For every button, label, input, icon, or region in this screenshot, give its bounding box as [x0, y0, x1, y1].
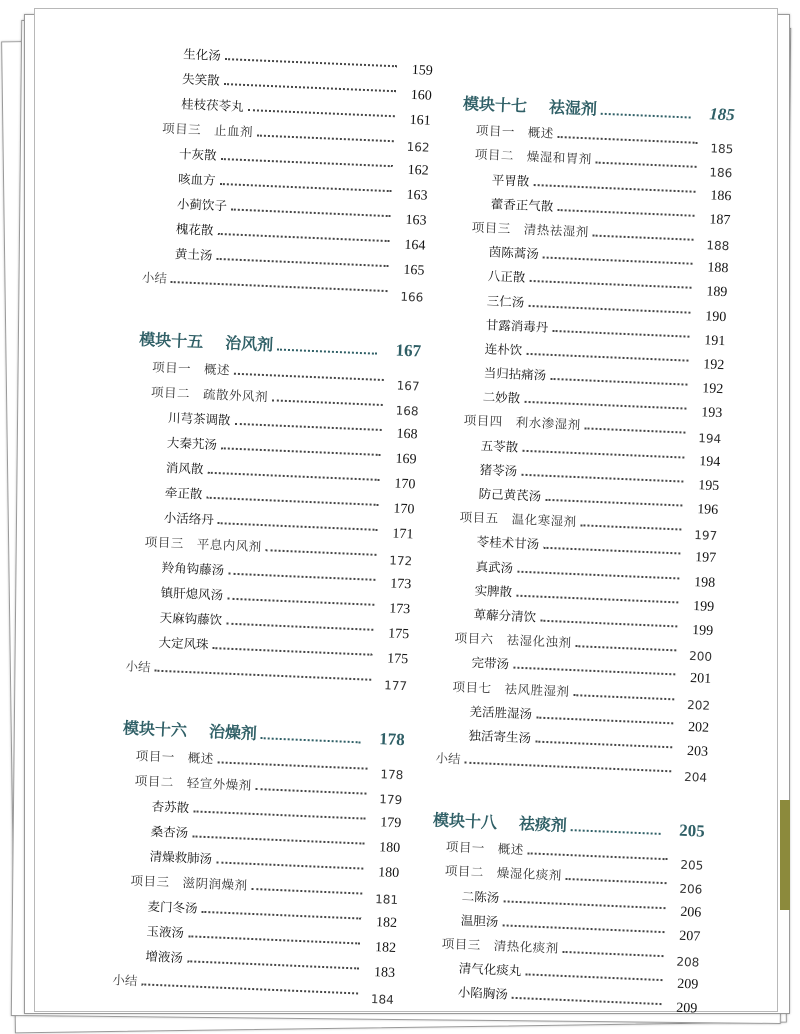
- module-number: 模块十七: [462, 93, 528, 116]
- page-number: 179: [379, 792, 403, 808]
- page-number: 167: [395, 340, 422, 361]
- entry-label: 二陈汤: [461, 888, 500, 905]
- page-number: 191: [703, 332, 726, 349]
- entry-label: 项目一 概述: [151, 359, 231, 378]
- entry-label: 五苓散: [480, 437, 519, 455]
- module-title: 治风剂: [224, 333, 274, 355]
- page-number: 204: [683, 769, 708, 785]
- page-number: 159: [411, 62, 434, 79]
- page-number: 200: [688, 649, 713, 665]
- page-number: 196: [696, 502, 719, 519]
- page-number: 194: [698, 453, 721, 470]
- entry-label: 杏苏散: [151, 798, 190, 816]
- entry-label: 失笑散: [181, 71, 221, 88]
- page-number: 206: [679, 882, 703, 898]
- entry-label: 槐花散: [175, 221, 214, 238]
- page-number: 185: [708, 104, 736, 125]
- entry-label: 独活寄生汤: [468, 727, 532, 746]
- dot-leader: [272, 399, 383, 406]
- page-edge-strip: [780, 800, 790, 910]
- entry-label: 天麻钩藤饮: [159, 609, 223, 628]
- entry-label: 生化汤: [182, 46, 222, 63]
- page-number: 170: [393, 501, 415, 518]
- entry-label: 镇肝熄风汤: [160, 584, 224, 603]
- entry-label: 小结: [435, 750, 461, 767]
- page-number: 175: [387, 626, 410, 643]
- entry-label: 项目一 概述: [475, 122, 555, 141]
- page-number: 190: [705, 308, 727, 325]
- entry-label: 平胃散: [491, 171, 530, 189]
- page-number: 178: [378, 729, 406, 750]
- page-number: 172: [389, 553, 413, 569]
- page-number: 162: [407, 162, 429, 179]
- page-number: 177: [383, 678, 408, 694]
- dot-leader: [154, 670, 371, 681]
- dot-leader: [566, 878, 667, 884]
- entry-label: 增液汤: [145, 948, 184, 966]
- module-number: 模块十五: [138, 329, 204, 352]
- dot-leader: [266, 549, 377, 556]
- page-number: 183: [373, 965, 396, 981]
- module-number: 模块十六: [122, 718, 188, 741]
- entry-label: 小活络丹: [163, 509, 215, 528]
- entry-label: 小蓟饮子: [176, 196, 228, 214]
- module-title: 祛痰剂: [518, 814, 568, 836]
- page-number: 162: [406, 139, 430, 155]
- entry-label: 黄土汤: [174, 246, 213, 263]
- page-number: 173: [388, 601, 411, 618]
- entry-label: 项目三 清热化痰剂: [441, 935, 560, 956]
- entry-label: 连朴饮: [484, 340, 523, 358]
- page-number: 186: [709, 165, 733, 181]
- page-number: 198: [693, 574, 716, 591]
- page-number: 202: [687, 719, 710, 736]
- page-number: 167: [396, 378, 420, 394]
- page-number: 184: [370, 992, 395, 1007]
- page-number: 180: [378, 840, 401, 857]
- page-number: 171: [392, 526, 414, 543]
- page-number: 195: [697, 477, 720, 494]
- module-title: 祛湿剂: [548, 97, 598, 119]
- entry-label: 消风散: [165, 459, 204, 477]
- entry-label: 牵正散: [164, 484, 203, 502]
- entry-label: 完带汤: [471, 655, 510, 672]
- entry-label: 清燥救肺汤: [149, 848, 213, 867]
- page-number: 168: [396, 426, 418, 443]
- page-number: 192: [701, 381, 724, 398]
- entry-label: 玉液汤: [146, 923, 185, 941]
- entry-label: 萆薢分清饮: [473, 606, 537, 625]
- page-number: 186: [710, 187, 732, 204]
- page-number: 166: [400, 289, 424, 305]
- dot-leader: [580, 524, 681, 530]
- entry-label: 项目二 燥湿化痰剂: [444, 863, 563, 884]
- toc-left-column: [112, 36, 434, 1007]
- entry-label: 项目二 轻宣外燥剂: [134, 772, 253, 793]
- entry-label: 桂枝茯苓丸: [180, 96, 244, 114]
- page-number: 170: [394, 476, 416, 493]
- page-number: 207: [679, 928, 701, 945]
- entry-label: 温胆汤: [460, 912, 499, 929]
- entry-label: 桑杏汤: [150, 823, 189, 841]
- dot-leader: [573, 694, 674, 700]
- page-number: 160: [410, 87, 433, 104]
- page-number: 179: [379, 815, 402, 832]
- entry-label: 实脾散: [474, 582, 513, 600]
- page-number: 165: [403, 262, 425, 279]
- dot-leader: [261, 737, 361, 743]
- page-number: 209: [677, 976, 699, 993]
- dot-leader: [563, 951, 664, 957]
- entry-label: 三仁汤: [486, 292, 525, 310]
- entry-label: 项目四 利水渗湿剂: [463, 412, 581, 433]
- page-number: 181: [374, 892, 399, 908]
- page-number: 194: [697, 431, 722, 447]
- page-number: 193: [700, 405, 723, 422]
- page-number: 168: [395, 403, 419, 419]
- entry-label: 大定风珠: [158, 634, 209, 652]
- entry-label: 麦门冬汤: [147, 898, 198, 916]
- page-number: 205: [680, 858, 704, 873]
- dot-leader: [593, 234, 694, 240]
- page-number: 205: [678, 820, 706, 841]
- page-number: 188: [707, 260, 729, 277]
- entry-label: 防己黄芪汤: [478, 485, 542, 504]
- page-number: 169: [395, 451, 417, 468]
- dot-leader: [256, 788, 367, 795]
- page-number: 175: [386, 651, 409, 668]
- entry-label: 川芎茶调散: [167, 410, 231, 428]
- entry-label: 小结: [141, 269, 168, 286]
- page-number: 163: [405, 212, 427, 229]
- entry-label: 项目二 疏散外风剂: [150, 384, 269, 405]
- dot-leader: [277, 349, 377, 355]
- page-number: 178: [380, 767, 404, 783]
- entry-label: 项目七 祛风胜湿剂: [452, 678, 570, 699]
- entry-label: 当归拈痛汤: [483, 365, 547, 383]
- page-number: 173: [389, 576, 412, 593]
- page-number: 164: [404, 237, 426, 254]
- page-number: 202: [686, 697, 711, 713]
- page-number: 187: [709, 212, 731, 229]
- entry-label: 项目六 祛湿化浊剂: [454, 630, 572, 651]
- dot-leader: [171, 281, 388, 292]
- entry-label: 项目三 清热祛湿剂: [471, 219, 590, 240]
- entry-label: 十灰散: [178, 146, 217, 163]
- module-number: 模块十八: [432, 810, 498, 833]
- page-number: 192: [702, 357, 725, 374]
- entry-label: 项目一 概述: [445, 839, 525, 858]
- page-number: 182: [374, 940, 397, 957]
- page-number: 199: [691, 622, 714, 639]
- entry-label: 大秦艽汤: [166, 434, 218, 453]
- entry-label: 猪苓汤: [479, 461, 518, 479]
- page-number: 209: [675, 1001, 698, 1017]
- page-number: 197: [693, 528, 718, 544]
- entry-label: 苓桂术甘汤: [476, 534, 540, 552]
- page-number: 163: [406, 187, 428, 204]
- entry-label: 项目三 平息内风剂: [144, 534, 263, 555]
- entry-label: 小结: [125, 658, 151, 675]
- entry-label: 项目一 概述: [135, 747, 215, 767]
- page-number: 199: [692, 598, 715, 615]
- page-number: 185: [710, 141, 734, 157]
- page-number: 161: [409, 112, 431, 129]
- dot-leader: [601, 113, 691, 119]
- entry-label: 二妙散: [482, 389, 521, 406]
- entry-label: 咳血方: [177, 171, 216, 188]
- toc-right-column: [425, 80, 736, 1017]
- dot-leader: [251, 888, 362, 895]
- entry-label: 真武汤: [475, 558, 514, 576]
- page-number: 206: [680, 904, 702, 921]
- entry-label: 羌活胜湿汤: [469, 703, 533, 722]
- dot-leader: [596, 162, 697, 168]
- entry-label: 八正散: [487, 268, 526, 286]
- entry-label: 藿香正气散: [490, 195, 554, 214]
- entry-label: 项目五 温化寒湿剂: [459, 509, 577, 530]
- dot-leader: [584, 428, 685, 434]
- page-number: 182: [375, 915, 398, 932]
- entry-label: 羚角钩藤汤: [161, 559, 225, 578]
- page-number: 188: [706, 238, 730, 254]
- entry-label: 项目三 止血剂: [161, 120, 254, 140]
- entry-label: 项目二 燥湿和胃剂: [474, 146, 593, 167]
- page-number: 180: [377, 865, 400, 882]
- entry-label: 小结: [112, 972, 138, 989]
- dot-leader: [464, 762, 671, 773]
- page-number: 189: [706, 284, 728, 301]
- dot-leader: [571, 829, 661, 835]
- entry-label: 甘露消毒丹: [485, 316, 549, 335]
- entry-label: 清气化痰丸: [458, 960, 522, 979]
- entry-label: 小陷胸汤: [457, 984, 509, 1003]
- entry-label: 项目三 滋阴润燥剂: [130, 872, 248, 893]
- page-number: 208: [676, 954, 700, 970]
- entry-label: 茵陈蒿汤: [488, 244, 540, 262]
- page-number: 197: [694, 550, 717, 567]
- module-title: 治燥剂: [208, 722, 258, 743]
- dot-leader: [575, 645, 676, 651]
- page-number: 201: [689, 671, 712, 688]
- page-number: 203: [686, 743, 709, 760]
